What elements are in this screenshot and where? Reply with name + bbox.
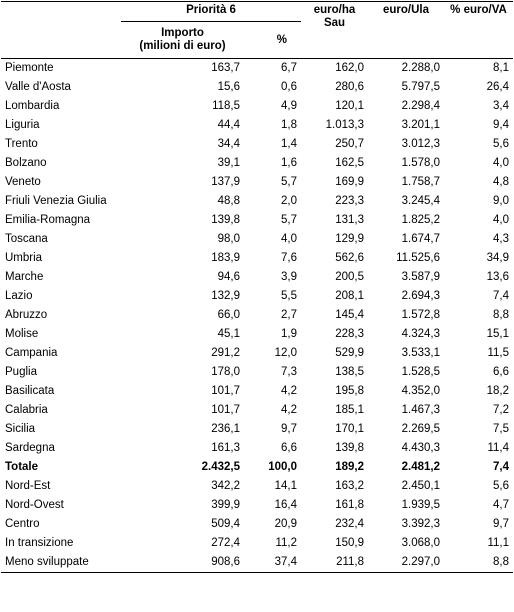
cell-importo: 34,4 bbox=[217, 138, 240, 150]
cell-pct: 1,8 bbox=[281, 119, 298, 131]
cell-euro-ha: 163,2 bbox=[335, 480, 365, 492]
cell-importo: 2.432,5 bbox=[201, 461, 240, 473]
header-importo bbox=[121, 22, 244, 59]
table-row bbox=[1, 230, 513, 249]
cell-euro-ha: 170,1 bbox=[335, 423, 365, 435]
cell-name: Umbria bbox=[5, 252, 43, 264]
cell-euro-ula: 2.288,0 bbox=[368, 59, 444, 79]
cell-name: Trento bbox=[5, 138, 38, 150]
cell-euro-ha: 162,5 bbox=[335, 157, 365, 169]
table-row bbox=[1, 268, 513, 287]
cell-importo: 44,4 bbox=[217, 119, 240, 131]
cell-euro-ula: 1.528,5 bbox=[401, 366, 441, 378]
cell-importo: 183,9 bbox=[211, 252, 240, 264]
header-pct-va: % euro/VA bbox=[444, 2, 513, 59]
cell-pct: 7,6 bbox=[281, 252, 298, 264]
header-pct: % bbox=[276, 33, 288, 46]
cell-name: Nord-Ovest bbox=[5, 499, 64, 511]
cell-pct-va: 4,0 bbox=[493, 157, 510, 169]
cell-pct-va: 8,1 bbox=[444, 59, 513, 79]
cell-name: Veneto bbox=[5, 176, 41, 188]
cell-euro-ha: 228,3 bbox=[335, 328, 365, 340]
cell-name: Campania bbox=[5, 347, 58, 359]
cell-pct: 5,5 bbox=[281, 290, 298, 302]
cell-name: Calabria bbox=[5, 404, 48, 416]
table-row bbox=[1, 287, 513, 306]
cell-name: Puglia bbox=[5, 366, 37, 378]
cell-importo: 163,7 bbox=[121, 59, 244, 79]
cell-pct-va: 5,6 bbox=[493, 138, 510, 150]
cell-pct-va: 11,5 bbox=[487, 347, 510, 359]
table-row bbox=[1, 420, 513, 439]
cell-pct-va: 34,9 bbox=[486, 252, 510, 264]
cell-name: Totale bbox=[5, 461, 39, 473]
table-row bbox=[1, 97, 513, 116]
cell-name: Basilicata bbox=[5, 385, 55, 397]
cell-importo: 132,9 bbox=[211, 290, 240, 302]
cell-euro-ha: 129,9 bbox=[335, 233, 365, 245]
cell-pct-va: 18,2 bbox=[486, 385, 510, 397]
cell-pct-va: 8,8 bbox=[493, 309, 510, 321]
cell-euro-ha: 280,6 bbox=[335, 81, 365, 93]
cell-euro-ula: 4.352,0 bbox=[401, 385, 441, 397]
cell-pct: 100,0 bbox=[268, 461, 298, 473]
cell-importo: 236,1 bbox=[211, 423, 240, 435]
cell-name: Sicilia bbox=[5, 423, 36, 435]
cell-euro-ula: 3.587,9 bbox=[401, 271, 441, 283]
table-row bbox=[1, 192, 513, 211]
cell-pct-va: 4,8 bbox=[493, 176, 510, 188]
cell-pct-va: 7,5 bbox=[493, 423, 510, 435]
cell-euro-ha: 200,5 bbox=[335, 271, 365, 283]
cell-importo: 137,9 bbox=[211, 176, 240, 188]
cell-euro-ula: 5.797,5 bbox=[401, 81, 441, 93]
cell-euro-ula: 11.525,6 bbox=[396, 252, 441, 264]
table-row bbox=[1, 211, 513, 230]
cell-euro-ula: 4.324,3 bbox=[401, 328, 441, 340]
cell-euro-ha: 529,9 bbox=[335, 347, 365, 359]
cell-pct: 4,9 bbox=[281, 100, 298, 112]
cell-pct-va: 4,3 bbox=[493, 233, 510, 245]
cell-pct-va: 9,7 bbox=[493, 518, 510, 530]
total-row bbox=[1, 458, 513, 477]
cell-euro-ha: 250,7 bbox=[335, 138, 365, 150]
cell-importo: 291,2 bbox=[211, 347, 240, 359]
cell-pct-va: 9,0 bbox=[493, 195, 510, 207]
cell-euro-ula: 2.298,4 bbox=[401, 100, 441, 112]
table-row bbox=[1, 401, 513, 420]
table-row bbox=[1, 382, 513, 401]
cell-euro-ula: 2.269,5 bbox=[401, 423, 441, 435]
cell-euro-ula: 3.068,0 bbox=[401, 537, 441, 549]
cell-pct: 14,1 bbox=[274, 480, 298, 492]
cell-importo: 908,6 bbox=[121, 553, 244, 573]
cell-pct: 0,6 bbox=[281, 81, 298, 93]
table-row bbox=[1, 116, 513, 135]
cell-euro-ha: 131,3 bbox=[335, 214, 365, 226]
cell-pct-va: 3,4 bbox=[493, 100, 510, 112]
cell-name: Bolzano bbox=[5, 157, 47, 169]
cell-name: Piemonte bbox=[1, 59, 121, 79]
cell-name: Molise bbox=[5, 328, 39, 340]
cell-importo: 399,9 bbox=[211, 499, 240, 511]
table-row bbox=[1, 154, 513, 173]
table-row bbox=[1, 439, 513, 458]
cell-pct-va: 7,2 bbox=[493, 404, 510, 416]
cell-euro-ha: 208,1 bbox=[335, 290, 365, 302]
table-row bbox=[1, 325, 513, 344]
cell-name: Sardegna bbox=[5, 442, 55, 454]
cell-name: Lazio bbox=[5, 290, 33, 302]
cell-euro-ha: 169,9 bbox=[335, 176, 365, 188]
cell-euro-ha: 138,5 bbox=[335, 366, 365, 378]
table-row bbox=[1, 344, 513, 363]
table-row bbox=[1, 306, 513, 325]
cell-name: Emilia-Romagna bbox=[5, 214, 91, 226]
cell-importo: 139,8 bbox=[211, 214, 240, 226]
cell-pct: 3,9 bbox=[281, 271, 298, 283]
cell-importo: 45,1 bbox=[217, 328, 240, 340]
table-row bbox=[1, 78, 513, 97]
cell-euro-ha: 185,1 bbox=[335, 404, 365, 416]
cell-pct: 20,9 bbox=[274, 518, 298, 530]
cell-name: Nord-Est bbox=[5, 480, 51, 492]
cell-pct: 4,2 bbox=[281, 385, 298, 397]
cell-pct: 16,4 bbox=[274, 499, 298, 511]
table-row bbox=[1, 59, 513, 79]
cell-importo: 66,0 bbox=[217, 309, 240, 321]
cell-pct-va: 13,6 bbox=[486, 271, 510, 283]
cell-pct-va: 11,4 bbox=[487, 442, 510, 454]
cell-euro-ula: 1.674,7 bbox=[401, 233, 441, 245]
cell-pct: 4,2 bbox=[281, 404, 298, 416]
cell-euro-ula: 1.939,5 bbox=[401, 499, 441, 511]
cell-pct-va: 7,4 bbox=[493, 461, 510, 473]
cell-pct-va: 7,4 bbox=[493, 290, 510, 302]
cell-pct: 11,2 bbox=[275, 537, 298, 549]
cell-euro-ha: 162,0 bbox=[301, 59, 368, 79]
cell-importo: 39,1 bbox=[217, 157, 240, 169]
cell-name: Liguria bbox=[5, 119, 40, 131]
cell-name: Valle d'Aosta bbox=[5, 81, 71, 93]
cell-pct-va: 26,4 bbox=[486, 81, 510, 93]
cell-pct-va: 9,4 bbox=[493, 119, 510, 131]
header-blank bbox=[1, 2, 121, 22]
cell-pct-va: 6,6 bbox=[493, 366, 510, 378]
cell-name: Toscana bbox=[5, 233, 48, 245]
cell-importo: 94,6 bbox=[217, 271, 240, 283]
cell-pct: 12,0 bbox=[274, 347, 298, 359]
cell-euro-ula: 1.572,8 bbox=[401, 309, 441, 321]
cell-pct: 5,7 bbox=[281, 214, 298, 226]
cell-euro-ula: 2.450,1 bbox=[401, 480, 441, 492]
cell-euro-ula: 1.758,7 bbox=[401, 176, 441, 188]
cell-name: Meno sviluppate bbox=[1, 553, 121, 573]
cell-name: Lombardia bbox=[5, 100, 60, 112]
table-row bbox=[1, 249, 513, 268]
cell-pct-va: 15,1 bbox=[486, 328, 510, 340]
cell-pct: 1,9 bbox=[281, 328, 298, 340]
cell-importo: 118,5 bbox=[212, 100, 240, 112]
cell-euro-ha: 145,4 bbox=[335, 309, 365, 321]
cell-importo: 509,4 bbox=[211, 518, 240, 530]
header-group-priorita: Priorità 6 bbox=[121, 2, 301, 22]
cell-pct: 6,6 bbox=[281, 442, 298, 454]
cell-importo: 178,0 bbox=[211, 366, 240, 378]
cell-euro-ha: 562,6 bbox=[335, 252, 365, 264]
table-row bbox=[1, 135, 513, 154]
cell-euro-ula: 1.578,0 bbox=[401, 157, 441, 169]
priority-6-table bbox=[1, 1, 513, 573]
cell-pct: 6,7 bbox=[244, 59, 301, 79]
cell-euro-ha: 195,8 bbox=[335, 385, 365, 397]
cell-name: In transizione bbox=[5, 537, 74, 549]
table-row bbox=[1, 553, 513, 573]
header-euro-ha bbox=[301, 2, 368, 59]
table-row bbox=[1, 363, 513, 382]
header-blank-2 bbox=[1, 22, 121, 59]
header-euro-ha-label: euro/ha Sau bbox=[313, 4, 356, 29]
cell-pct: 2,0 bbox=[281, 195, 298, 207]
cell-euro-ula: 3.012,3 bbox=[401, 138, 441, 150]
cell-importo: 272,4 bbox=[211, 537, 240, 549]
cell-pct: 37,4 bbox=[244, 553, 301, 573]
cell-pct: 4,0 bbox=[281, 233, 298, 245]
cell-pct-va: 4,7 bbox=[493, 499, 510, 511]
cell-pct-va: 8,8 bbox=[444, 553, 513, 573]
cell-name: Friuli Venezia Giulia bbox=[5, 195, 107, 207]
cell-pct: 9,7 bbox=[281, 423, 298, 435]
cell-euro-ha: 189,2 bbox=[335, 461, 365, 473]
cell-euro-ula: 2.297,0 bbox=[368, 553, 444, 573]
cell-name: Abruzzo bbox=[5, 309, 48, 321]
cell-euro-ha: 139,8 bbox=[335, 442, 365, 454]
cell-pct-va: 4,0 bbox=[493, 214, 510, 226]
table-row bbox=[1, 477, 513, 496]
cell-importo: 98,0 bbox=[217, 233, 240, 245]
cell-euro-ha: 211,8 bbox=[301, 553, 368, 573]
cell-pct: 5,7 bbox=[281, 176, 298, 188]
cell-importo: 48,8 bbox=[217, 195, 240, 207]
cell-euro-ha: 223,3 bbox=[335, 195, 365, 207]
cell-euro-ula: 1.825,2 bbox=[401, 214, 441, 226]
cell-euro-ha: 161,8 bbox=[335, 499, 365, 511]
cell-importo: 101,7 bbox=[211, 404, 240, 416]
table-row bbox=[1, 534, 513, 553]
table-row bbox=[1, 173, 513, 192]
table-row bbox=[1, 515, 513, 534]
cell-importo: 161,3 bbox=[211, 442, 240, 454]
cell-pct-va: 11,1 bbox=[487, 537, 510, 549]
cell-euro-ula: 3.245,4 bbox=[401, 195, 441, 207]
table-row bbox=[1, 496, 513, 515]
cell-euro-ula: 2.481,2 bbox=[401, 461, 441, 473]
cell-euro-ula: 3.533,1 bbox=[401, 347, 441, 359]
cell-euro-ula: 3.201,1 bbox=[401, 119, 441, 131]
cell-euro-ula: 3.392,3 bbox=[401, 518, 441, 530]
cell-importo: 15,6 bbox=[217, 81, 240, 93]
cell-name: Marche bbox=[5, 271, 44, 283]
cell-pct: 2,7 bbox=[281, 309, 298, 321]
cell-pct-va: 5,6 bbox=[493, 480, 510, 492]
cell-euro-ula: 4.430,3 bbox=[401, 442, 441, 454]
cell-euro-ha: 1.013,3 bbox=[325, 119, 365, 131]
cell-importo: 342,2 bbox=[211, 480, 240, 492]
cell-euro-ha: 150,9 bbox=[335, 537, 365, 549]
cell-importo: 101,7 bbox=[211, 385, 240, 397]
cell-euro-ula: 1.467,3 bbox=[401, 404, 441, 416]
header-importo-label: Importo (milioni di euro) bbox=[139, 27, 226, 52]
cell-name: Centro bbox=[5, 518, 40, 530]
header-euro-ula: euro/Ula bbox=[368, 2, 444, 59]
cell-euro-ha: 120,1 bbox=[335, 100, 365, 112]
cell-pct: 1,4 bbox=[281, 138, 298, 150]
cell-pct: 7,3 bbox=[281, 366, 298, 378]
cell-euro-ula: 2.694,3 bbox=[401, 290, 441, 302]
cell-euro-ha: 232,4 bbox=[335, 518, 365, 530]
cell-pct: 1,6 bbox=[281, 157, 298, 169]
